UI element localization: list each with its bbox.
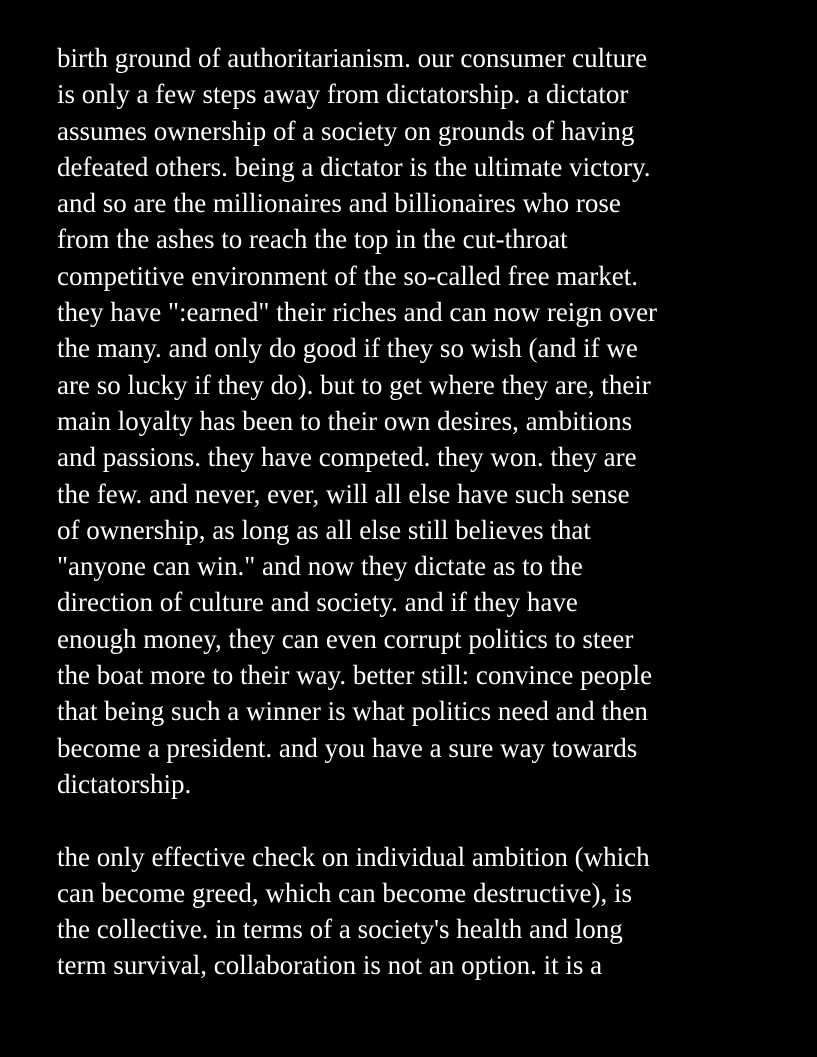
text-line: dictatorship. xyxy=(57,768,192,799)
text-line: can become greed, which can become destructive), is xyxy=(57,877,632,908)
paragraph-gap xyxy=(57,802,802,838)
text-line: assumes ownership of a society on grounds of having xyxy=(57,115,635,146)
text-line: become a president. and you have a sure way towards xyxy=(57,732,638,763)
text-line: they have ":earned" their riches and can now reign over xyxy=(57,297,658,328)
text-line: "anyone can win." and now they dictate as to the xyxy=(57,551,583,582)
text-line: enough money, they can even corrupt politics to steer xyxy=(57,623,634,654)
text-line: the collective. in terms of a society's health and long xyxy=(57,914,623,945)
text-line: the boat more to their way. better still: convince people xyxy=(57,660,653,691)
text-line: competitive environment of the so-called free market. xyxy=(57,260,639,291)
text-line: of ownership, as long as all else still believes that xyxy=(57,514,591,545)
paragraph-2 xyxy=(57,839,802,984)
text-line: the only effective check on individual ambition (which xyxy=(57,841,650,872)
text-line: main loyalty has been to their own desires, ambitions xyxy=(57,405,633,436)
text-line: birth ground of authoritarianism. our consumer culture xyxy=(57,43,648,73)
text-line: the few. and never, ever, will all else have such sense xyxy=(57,478,630,509)
document-body xyxy=(57,40,802,984)
text-line: direction of culture and society. and if they have xyxy=(57,587,578,618)
text-line: and passions. they have competed. they won. they are xyxy=(57,442,637,473)
text-line: is only a few steps away from dictatorship. a dictator xyxy=(57,79,629,110)
text-line: term survival, collaboration is not an option. it is a xyxy=(57,950,603,981)
text-line: defeated others. being a dictator is the ultimate victory. xyxy=(57,151,651,182)
text-line: and so are the millionaires and billionaires who rose xyxy=(57,188,621,219)
text-line: are so lucky if they do). but to get where they are, their xyxy=(57,369,651,400)
paragraph-1 xyxy=(57,40,802,802)
text-line: that being such a winner is what politics need and then xyxy=(57,696,648,727)
text-line: from the ashes to reach the top in the cut-throat xyxy=(57,224,568,255)
text-line: the many. and only do good if they so wish (and if we xyxy=(57,333,638,364)
